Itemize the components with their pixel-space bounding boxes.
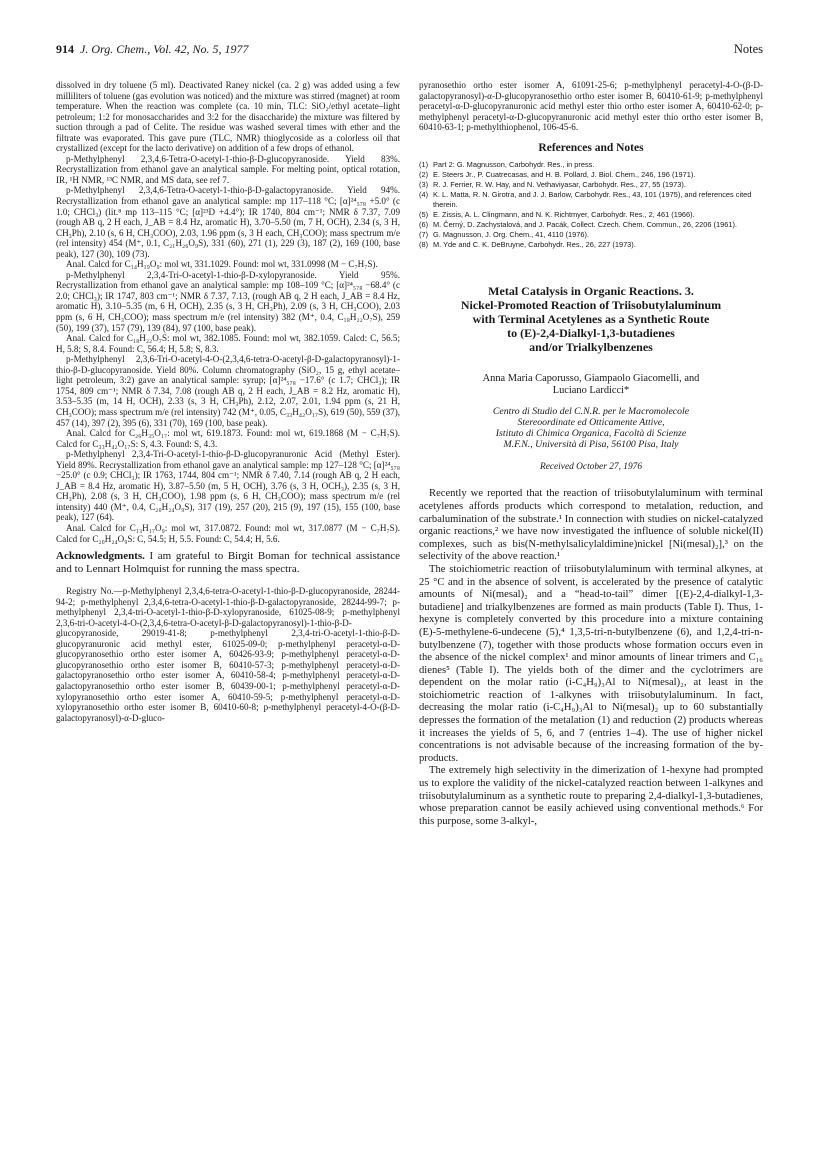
reference-item: (5) E. Zissis, A. L. Clingmann, and N. K. Richtmyer, Carbohydr. Res., 2, 461 (1966). (419, 209, 695, 219)
experimental-paragraph: Anal. Calcd for C₁₃H₁₇O₉: mol wt, 317.0872. Found: mol wt, 317.0877 (M − C₇H₇S). Calcd for C₂₀H₂₄O₉S: C, 54.5; H, 5.5. Found: C, 54.4; H, 5.6. (56, 522, 400, 544)
section-label: Notes (733, 42, 763, 56)
left-column (56, 80, 400, 828)
running-header (56, 42, 763, 62)
acknowledgments-text: I am grateful to Birgit Boman for technical assistance and to Lennart Holmquist for running the mass spectra. (56, 550, 400, 576)
body-paragraph: The extremely high selectivity in the dimerization of 1-hexyne had prompted us to explore the validity of the nickel-catalyzed reaction between 1-alkynes and triisobutylaluminum as a synthetic route to preparing 2,4-dialkyl-1,3-butadienes, whose preparation cannot be easily achieved using conventional methods.⁶ For this purpose, some 3-alkyl-, (419, 765, 763, 827)
header-left (56, 42, 249, 57)
article-authors: Anna Maria Caporusso, Giampaolo Giacomelli, and Luciano Lardicci* (482, 372, 700, 396)
reference-item: (4) K. L. Matta, R. N. Girotra, and J. J. Barlow, Carbohydr. Res., 43, 101 (1975), and references cited therein. (419, 190, 752, 209)
body-paragraph: The stoichiometric reaction of triisobutylaluminum with terminal alkynes, at 25 °C and in the absence of solvent, is accelerated by the presence of catalytic amounts of Ni(mesal)₂ and a “head-to-tail” dimer [(E)-2,4-dialkyl-1,3-butadiene] and trialkylbenzenes are formed as main products (Table I). Thus, 1-hexyne is completely converted by this procedure into a mixture containing (E)-5-methylene-6-undecene (5),⁴ 1,3,5-tri-n-butylbenzene (6), and 1,2,4-tri-n-butylbenzene (7), together with those products whose formation occurs even in the absence of the nickel complex¹ and minor amounts of linear trimers and C₁₆ dienes⁵ (Table I). The yields both of the dimer and the cyclotrimers are dependent on the molar ratio (i-C₄H₉)₃Al to Ni(mesal)₂, at least in the stoichiometric reaction of 1-alkynes with triisobutylaluminum. In fact, decreasing the molar ratio (i-C₄H₉)₃Al to Ni(mesal)₂ up to 60 substantially depresses the formation of the metalation (1) and reduction (2) products whereas it increases the yields of 5, 6, and 7 (entries 1–4). The use of higher nickel concentrations is not advisable because of the increasing formation of the by-products. (419, 563, 763, 764)
experimental-paragraph: Anal. Calcd for C₁₄H₁₉O₉: mol wt, 331.1029. Found: mol wt, 331.0998 (M − C₇H₇S). (66, 259, 378, 270)
acknowledgments-heading: Acknowledgments. (56, 550, 145, 563)
reference-item: (1) Part 2: G. Magnusson, Carbohydr. Res., in press. (419, 159, 595, 169)
article-title: Metal Catalysis in Organic Reactions. 3. Nickel-Promoted Reaction of Triisobutylaluminum with Terminal Acetylenes as a Synthetic Route to (E)-2,4-Dialkyl-1,3-butadienes and/or Trialkylbenzenes (460, 283, 722, 355)
reference-item: (7) G. Magnusson, J. Org. Chem., 41, 4110 (1976). (419, 230, 589, 240)
received-date: Received October 27, 1976 (539, 462, 643, 473)
registry-numbers-continued: pyranosethio ortho ester isomer A, 61091-25-6; p-methylphenyl peracetyl-4-O-(β-D-galactopyranosyl)-α-D-glucopyranosethio ortho ester isomer B, 60410-61-9; p-methylphenyl peracetyl-α-D-glucopyranuronic acid methyl ester thio ortho ester isomer A, 60410-62-0; p-methylphenyl peracetyl-α-D-glucopyranuronic acid methyl ester thio ortho ester isomer B, 60410-63-1; p-methylthiophenol, 106-45-6. (419, 80, 763, 133)
article-affiliation: Centro di Studio del C.N.R. per le Macromolecole Stereoordinate ed Otticamente Attive, Istituto di Chimica Organica, Facoltà di Scienze M.F.N., Università di Pisa, 56100 Pisa, Italy (492, 405, 690, 451)
experimental-paragraph: Anal. Calcd for C₂₆H₃₅O₁₇: mol wt, 619.1873. Found: mol wt, 619.1868 (M − C₇H₇S). Calcd for C₃₃H₄₂O₁₇S: S, 4.3. Found: S, 4.3. (56, 428, 400, 449)
experimental-paragraph: p-Methylphenyl 2,3,4,6-Tetra-O-acetyl-1-thio-β-D-glucopyranoside. Yield 83%. Recrystallization from ethanol gave an analytical sample. For melting point, optical rotation, IR, ¹H NMR, ¹³C NMR, and MS data, see ref 7. (56, 153, 400, 185)
right-column (419, 80, 763, 828)
two-column-body (56, 80, 763, 828)
reference-item: (3) R. J. Ferrier, R. W. Hay, and N. Vethaviyasar, Carbohydr. Res., 27, 55 (1973). (419, 180, 686, 190)
experimental-paragraph: dissolved in dry toluene (5 ml). Deactivated Raney nickel (ca. 2 g) was added using a few milliliters of toluene (gas evolution was noticed) and the mixture was stirred (magnet) at room temperature. When the reaction was complete (ca. 10 min, TLC: SiO₂/ethyl acetate–light petroleum; 1:2 for monosaccharides and 3:2 for the disaccharide) the mixture was filtered by suction through a pad of Celite. The residue was washed several times with ether and the filtrate was evaporated. This gave pure (TLC, NMR) thioglycoside as a colorless oil that crystallized (except for the lacto derivative) on addition of a few drops of ethanol. (56, 80, 400, 154)
experimental-paragraph: Anal. Calcd for C₁₈H₂₂O₇S: mol wt, 382.1085. Found: mol wt, 382.1059. Calcd: C, 56.5; H, 5.8; S, 8.4. Found: C, 56.4; H, 5.8; S, 8.3. (56, 333, 400, 354)
references-list (419, 160, 763, 250)
references-title: References and Notes (538, 141, 644, 154)
registry-numbers: Registry No.—p-Methylphenyl 2,3,4,6-tetra-O-acetyl-1-thio-β-D-glucopyranoside, 28244-94-2; p-methylphenyl 2,3,4,6-tetra-O-acetyl-1-thio-β-D-galactopyranoside, 28244-99-7; p-methylphenyl 2,3,4-tri-O-acetyl-1-thio-β-D-xylopyranoside, 61025-08-9; p-methylphenyl 2,3,6-tri-O-acetyl-4-O-(2,3,4,6-tetra-O-acetyl-β-D-galactopyranosyl)-1-thio-β-D-glucopyranoside, 29019-41-8; p-methylphenyl 2,3,4-tri-O-acetyl-1-thio-β-D-glucopyranuronic acid methyl ester, 61025-09-0; p-methylphenyl peracetyl-α-D-glucopyranosethio ortho ester isomer A, 60426-93-9; p-methylphenyl peracetyl-α-D-glucopyranosethio ortho ester isomer B, 60410-57-3; p-methylphenyl peracetyl-α-D-galactopyranosethio ortho ester isomer A, 60410-58-4; p-methylphenyl peracetyl-α-D-galactopyranosethio ortho ester isomer B, 60439-00-1; p-methylphenyl peracetyl-α-D-xylopyranosethio ortho ester isomer A, 60410-59-5; p-methylphenyl peracetyl-α-D-xylopyranosethio ortho ester isomer B, 60410-60-8; p-methylphenyl peracetyl-4-O-(β-D-galactopyranosyl)-α-D-gluco- (56, 586, 400, 723)
experimental-paragraph: p-Methylphenyl 2,3,4-Tri-O-acetyl-1-thio-β-D-xylopyranoside. Yield 95%. Recrystallization from ethanol gave an analytical sample: mp 108–109 °C; [α]²⁴₅₇₈ −68.4° (c 2.0; CHCl₃); IR 1747, 803 cm⁻¹; NMR δ 7.37, 7.13, (rough AB q, 2 H each, J_AB = 8.4 Hz, aromatic H), 3.10–5.35 (m, 6 H, OCH), 2.35 (s, 3 H, CH₃Ph), 2.09 (s, 3 H, CH₃COO), 2.03 ppm (s, 6 H, CH₃COO); mass spectrum m/e (rel intensity) 382 (M⁺, 0.4, C₁₈H₂₂O₇S), 259 (50), 199 (37), 157 (79), 139 (84), 97 (100, base peak). (56, 269, 400, 333)
article-body (419, 488, 763, 828)
journal-citation: J. Org. Chem., Vol. 42, No. 5, 1977 (80, 42, 249, 56)
experimental-paragraph: p-Methylphenyl 2,3,6-Tri-O-acetyl-4-O-(2,3,4,6-tetra-O-acetyl-β-D-galactopyranosyl)-1-thio-β-D-glucopyranoside. Yield 80%. Column chromatography (SiO₂, 15 g, ethyl acetate–light petroleum, 3:2) gave an analytical sample: syrup; [α]²⁴₅₇₈ −17.6° (c 1.7; CHCl₃); IR 1754, 809 cm⁻¹; NMR δ 7.34, 7.08 (rough AB q, 2 H each, J_AB = 8.2 Hz, aromatic H), 3.53–5.35 (m, 14 H, OCH), 2.33 (s, 3 H, CH₃Ph), 2.12, 2.07, 2.01, 1.94 ppm (s, 21 H, CH₃COO); mass spectrum m/e (rel intensity) 742 (M⁺, 0.05, C₃₃H₄₂O₁₇S), 619 (50), 559 (37), 457 (14), 397 (2), 395 (6), 331 (70), 169 (100, base peak). (56, 354, 400, 428)
experimental-paragraph: p-Methylphenyl 2,3,4-Tri-O-acetyl-1-thio-β-D-glucopyranuronic Acid (Methyl Ester). Yield 89%. Recrystallization from ethanol gave an analytical sample: mp 127–128 °C; [α]²⁴₅₇₈ −25.0° (c 0.9; CHCl₃); IR 1763, 1744, 804 cm⁻¹; NMR δ 7.40, 7.14 (rough AB q, 2 H each, J_AB = 8.4 Hz, aromatic H), 3.87–5.50 (m, 5 H, OCH), 3.76 (s, 3 H, OCH₃), 2.35 (s, 3 H, CH₃Ph), 2.08 (s, 3 H, CH₃COO), 1.98 ppm (s, 6 H, CH₃COO); mass spectrum m/e (rel intensity) 440 (M⁺, 0.4, C₂₀H₂₄O₉S), 317 (19), 257 (20), 215 (9), 197 (15), 155 (100, base peak), 127 (64). (56, 449, 400, 523)
reference-item: (2) E. Steers Jr., P. Cuatrecasas, and H. B. Pollard, J. Biol. Chem., 246, 196 (1971). (419, 169, 696, 179)
reference-item: (6) M. Černý, D. Zachystalová, and J. Pacák, Collect. Czech. Chem. Commun., 26, 2206 (1961). (419, 219, 737, 229)
page-number: 914 (56, 42, 74, 56)
experimental-paragraph: p-Methylphenyl 2,3,4,6-Tetra-O-acetyl-1-thio-β-D-galactopyranoside. Yield 94%. Recrystallization from ethanol gave an analytical sample: mp 117–118 °C; [α]²⁴₅₇₈ +5.0° (c 1.0; CHCl₃) (lit.⁸ mp 113–115 °C; [α]²³D +4.4°); IR 1740, 804 cm⁻¹; NMR δ 7.37, 7.09 (rough AB q, 2 H each, J_AB = 8.4 Hz, aromatic H), 3.70–5.50 (m, 7 H, OCH), 2.34 (s, 3 H, CH₃Ph), 2.10 (s, 6 H, CH₃COO), 2.03, 1.96 ppm (s, 3 H each, CH₃COO); mass spectrum m/e (rel intensity) 454 (M⁺, 0.1, C₂₁H₂₆O₉S), 331 (60), 271 (1), 229 (3), 187 (2), 169 (100, base peak), 127 (30), 109 (73). (56, 185, 400, 259)
body-paragraph: Recently we reported that the reaction of triisobutylaluminum with terminal acetylenes affords products which correspond to metalation, reduction, and carbalumination of the substrate.¹ In connection with studies on nickel-catalyzed organic reactions,² we have now investigated the influence of soluble nickel(II) complexes, such as bis(N-methylsalicylaldimine)nickel [Ni(mesal)₂],³ on the selectivity of the above reaction.¹ (419, 488, 763, 563)
acknowledgments (56, 550, 400, 576)
reference-item: (8) M. Yde and C. K. DeBruyne, Carbohydr. Res., 26, 227 (1973). (419, 240, 636, 250)
